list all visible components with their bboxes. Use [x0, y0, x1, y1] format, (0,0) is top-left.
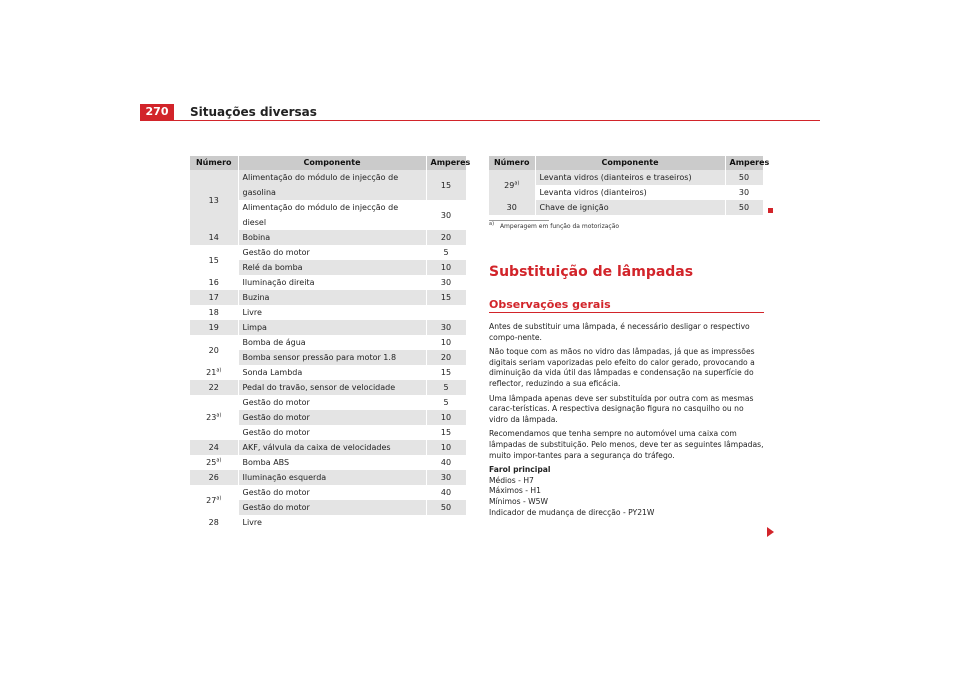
table-row: [190, 335, 466, 350]
fuse-number: [190, 290, 238, 305]
fuse-number-value: 16: [208, 278, 219, 287]
amperes-value: 15: [426, 290, 466, 305]
amperes-value: 40: [426, 485, 466, 500]
footnote-marker: a): [489, 221, 495, 227]
table-row: [190, 515, 466, 530]
component-name: Pedal do travão, sensor de velocidade: [238, 380, 426, 395]
section-title: Substituição de lâmpadas: [489, 264, 694, 280]
amperes-value: 15: [426, 425, 466, 440]
component-name: Alimentação do módulo de injecção de gasolina: [238, 170, 426, 200]
table-row: [190, 365, 466, 380]
fuse-number: [190, 335, 238, 365]
amperes-value: 30: [426, 320, 466, 335]
fuse-number-value: 21: [206, 368, 217, 377]
bulb-item: Indicador de mudança de direcção - PY21W: [489, 507, 655, 517]
table-header-row: [190, 156, 466, 170]
footnote-ref: a): [216, 494, 222, 501]
page-number: 270: [140, 104, 174, 120]
component-name: Livre: [238, 305, 426, 320]
bulb-item: Médios - H7: [489, 475, 534, 485]
arrow-right-icon[interactable]: [767, 527, 774, 537]
fuse-number: [190, 245, 238, 275]
component-name: Gestão do motor: [238, 245, 426, 260]
table-row: [489, 200, 763, 215]
fuse-number-value: 30: [506, 203, 517, 212]
footnote-ref: a): [216, 457, 222, 464]
amperes-value: 30: [426, 200, 466, 230]
fuse-number: [190, 455, 238, 470]
component-name: Gestão do motor: [238, 410, 426, 425]
column-header-amperes: Amperes: [426, 156, 466, 170]
amperes-value: 30: [426, 275, 466, 290]
column-header-number: Número: [489, 156, 535, 170]
fuse-number: [190, 485, 238, 515]
fuse-number: [190, 380, 238, 395]
fuse-number: [489, 170, 535, 200]
component-name: Gestão do motor: [238, 425, 426, 440]
fuse-number: [190, 320, 238, 335]
table-row: [190, 320, 466, 335]
amperes-value: [426, 515, 466, 530]
table-row: [190, 170, 466, 200]
table-row: [190, 395, 466, 410]
fuse-number-value: 27: [206, 495, 217, 505]
page-header-title: Situações diversas: [190, 105, 317, 119]
amperes-value: [426, 305, 466, 320]
amperes-value: 10: [426, 335, 466, 350]
column-header-number: Número: [190, 156, 238, 170]
component-name: Bobina: [238, 230, 426, 245]
amperes-value: 5: [426, 380, 466, 395]
table-row: [190, 290, 466, 305]
fuse-number: [190, 470, 238, 485]
fuse-number-value: 24: [208, 443, 219, 452]
fuse-number-value: 18: [208, 308, 219, 317]
fuse-number-value: 17: [208, 293, 219, 302]
component-name: Alimentação do módulo de injecção de diesel: [238, 200, 426, 230]
fuse-number-value: 25: [206, 458, 217, 467]
fuse-number-value: 13: [208, 195, 219, 205]
table-row: [190, 485, 466, 500]
table-row: [190, 230, 466, 245]
subsection-title: Observações gerais: [489, 298, 611, 311]
table-row: [190, 380, 466, 395]
component-name: Gestão do motor: [238, 395, 426, 410]
column-header-component: Componente: [535, 156, 725, 170]
column-header-amperes: Amperes: [725, 156, 763, 170]
component-name: Limpa: [238, 320, 426, 335]
footnote-divider: [489, 220, 549, 221]
fuse-number: [190, 395, 238, 440]
subsection-divider: [489, 312, 764, 313]
paragraph: Antes de substituir uma lâmpada, é necessário desligar o respectivo compo-nente.: [489, 322, 750, 342]
component-name: Bomba sensor pressão para motor 1.8: [238, 350, 426, 365]
component-name: AKF, válvula da caixa de velocidades: [238, 440, 426, 455]
fuse-number: [190, 305, 238, 320]
fuse-number-value: 28: [208, 518, 219, 527]
footnote-text: Amperagem em função da motorização: [499, 223, 620, 230]
fuse-number-value: 15: [208, 255, 219, 265]
component-name: Bomba ABS: [238, 455, 426, 470]
component-name: Gestão do motor: [238, 485, 426, 500]
component-name: Relé da bomba: [238, 260, 426, 275]
fuse-number-value: 29: [504, 180, 515, 190]
amperes-value: 20: [426, 230, 466, 245]
amperes-value: 30: [426, 470, 466, 485]
section-body: [489, 322, 765, 518]
end-square-icon: [768, 208, 773, 213]
component-name: Gestão do motor: [238, 500, 426, 515]
footnote-ref: a): [216, 367, 222, 374]
amperes-value: 30: [725, 185, 763, 200]
amperes-value: 10: [426, 260, 466, 275]
fuse-number-value: 19: [208, 323, 219, 332]
bulb-item: Máximos - H1: [489, 486, 541, 496]
table-row: [190, 305, 466, 320]
paragraph: Uma lâmpada apenas deve ser substituída por outra com as mesmas carac-terísticas. A respectiva designação figura no casquilho ou no vidro da lâmpada.: [489, 393, 754, 424]
amperes-value: 5: [426, 395, 466, 410]
component-name: Buzina: [238, 290, 426, 305]
fuse-number: [190, 170, 238, 230]
header-divider: [140, 120, 820, 121]
component-name: Chave de ignição: [535, 200, 725, 215]
table-row: [190, 455, 466, 470]
fuse-table-right: [489, 156, 770, 215]
paragraph: Não toque com as mãos no vidro das lâmpadas, já que as impressões digitais seriam vaporizadas pelo efeito do calor gerado, provocando a diminuição da vida útil das lâmpadas e condensação na superfície do reflector, reduzindo a sua eficácia.: [489, 347, 755, 388]
footnote-ref: a): [514, 179, 520, 186]
fuse-number: [190, 365, 238, 380]
fuse-number: [489, 200, 535, 215]
fuse-number-value: 20: [208, 345, 219, 355]
fuse-number: [190, 275, 238, 290]
farol-heading: Farol principal: [489, 465, 551, 475]
fuse-number-value: 22: [208, 383, 219, 392]
amperes-value: 50: [725, 200, 763, 215]
fuse-number-value: 14: [208, 233, 219, 242]
component-name: Iluminação esquerda: [238, 470, 426, 485]
component-name: Bomba de água: [238, 335, 426, 350]
footnote-ref: a): [216, 412, 222, 419]
amperes-value: 40: [426, 455, 466, 470]
component-name: Levanta vidros (dianteiros): [535, 185, 725, 200]
amperes-value: 15: [426, 170, 466, 200]
fuse-number-value: 23: [206, 413, 217, 422]
amperes-value: 20: [426, 350, 466, 365]
component-name: Livre: [238, 515, 426, 530]
table-row: [190, 440, 466, 455]
footnote: [489, 223, 619, 230]
fuse-number: [190, 440, 238, 455]
fuse-table-left: [190, 156, 471, 530]
table-row: [190, 245, 466, 260]
fuse-number-value: 26: [208, 473, 219, 482]
amperes-value: 15: [426, 365, 466, 380]
table-row: [489, 170, 763, 185]
amperes-value: 10: [426, 410, 466, 425]
bulb-item: Mínimos - W5W: [489, 496, 548, 506]
table-header-row: [489, 156, 763, 170]
component-name: Iluminação direita: [238, 275, 426, 290]
table-row: [190, 275, 466, 290]
amperes-value: 50: [725, 170, 763, 185]
component-name: Sonda Lambda: [238, 365, 426, 380]
table-row: [190, 470, 466, 485]
component-name: Levanta vidros (dianteiros e traseiros): [535, 170, 725, 185]
column-header-component: Componente: [238, 156, 426, 170]
fuse-number: [190, 515, 238, 530]
fuse-number: [190, 230, 238, 245]
amperes-value: 5: [426, 245, 466, 260]
amperes-value: 10: [426, 440, 466, 455]
paragraph: Recomendamos que tenha sempre no automóvel uma caixa com lâmpadas de substituição. Pelo menos, deve ter as seguintes lâmpadas, muito impor-tantes para a segurança do tráfego.: [489, 429, 764, 460]
amperes-value: 50: [426, 500, 466, 515]
